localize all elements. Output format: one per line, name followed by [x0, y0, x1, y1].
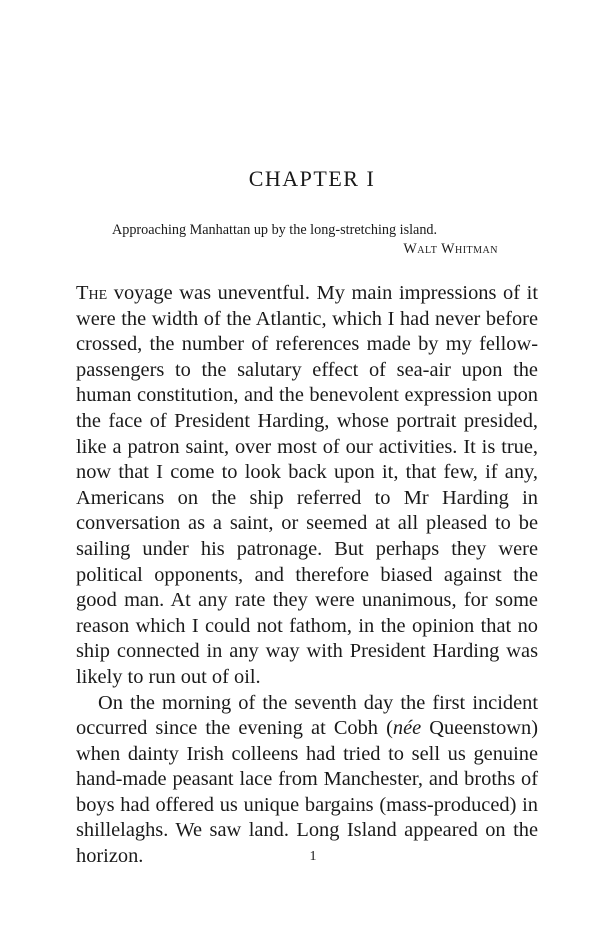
epigraph-quote: Approaching Manhattan up by the long-stretching island. — [112, 222, 438, 238]
paragraph-1 — [76, 281, 538, 691]
epigraph — [112, 221, 498, 259]
paragraph-2-text-end: Queenstown) when dainty Irish colleens had tried to sell us genuine hand-made peasant lace from Manchester, and broths of boys had offered us unique bargains (mass-produced) in shillelaghs. We saw land. Long Island appeared on the horizon. — [76, 717, 538, 868]
paragraph-1-text: voyage was uneventful. My main impressions of it were the width of the Atlantic, which I had never before crossed, the number of references made by my fellow-passengers to the salutary effect of sea-air upon the human constitution, and the benevolent expression upon the face of President Harding, whose portrait presided, like a patron saint, over most of our activities. It is true, now that I come to look back upon it, that few, if any, Americans on the ship referred to Mr Harding in conversation as a saint, or seemed at all pleased to be sailing under his patronage. But perhaps they were political opponents, and therefore biased against the good man. At any rate they were unanimous, for some reason which I could not fathom, in the opinion that no ship connected in any way with President Harding was likely to run out of oil. — [76, 282, 538, 688]
paragraph-2-italic-word: née — [392, 717, 422, 740]
paragraph-lead-word: The — [76, 282, 108, 304]
page-number: 1 — [309, 849, 317, 864]
chapter-title: CHAPTER I — [248, 166, 376, 191]
paragraph-2-text-start: On the morning of the seventh day the first incident occurred since the evening at Cobh ( — [76, 691, 538, 740]
paragraph-2 — [76, 691, 538, 870]
chapter-body — [76, 281, 538, 870]
epigraph-author: Walt Whitman — [403, 241, 498, 257]
